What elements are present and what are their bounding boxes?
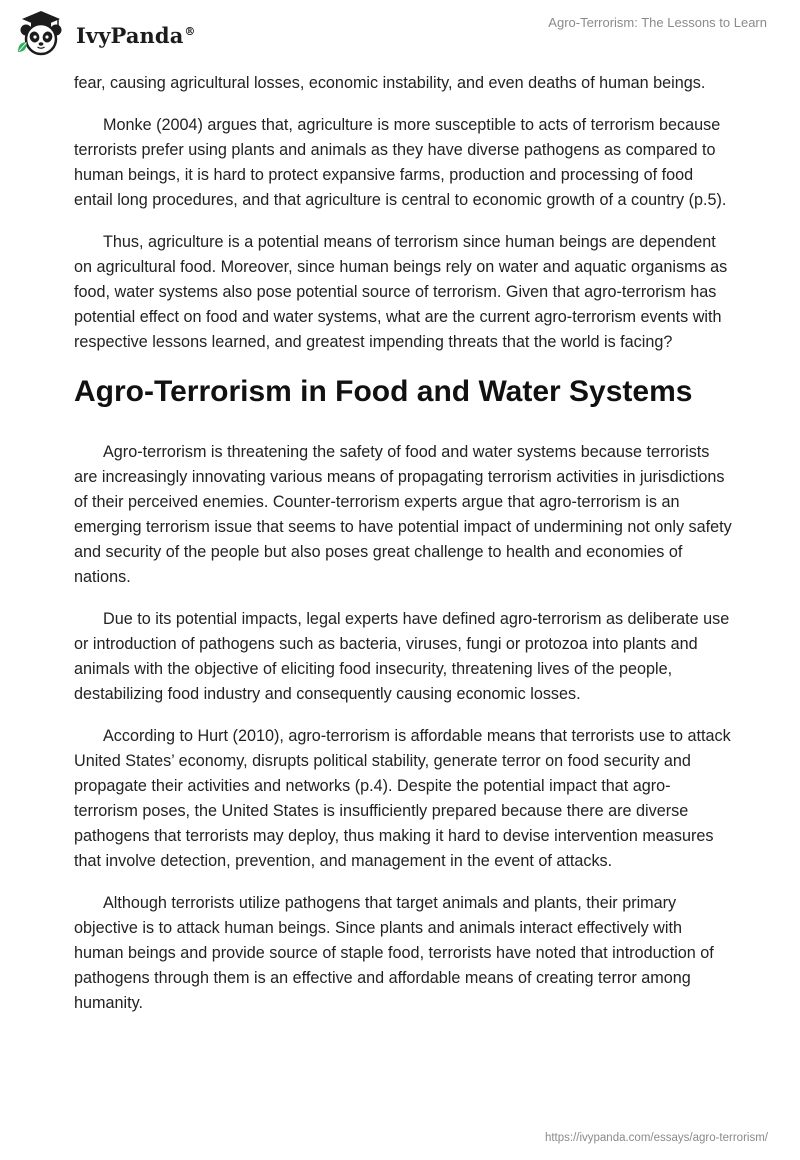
brand-logo[interactable] — [14, 8, 196, 60]
document-title: Agro-Terrorism: The Lessons to Learn — [548, 15, 767, 30]
source-url[interactable]: https://ivypanda.com/essays/agro-terrorism/ — [544, 1132, 768, 1144]
paragraph-hurt: According to Hurt (2010), agro-terrorism is affordable means that terrorists use to attack United States’ economy, disrupts political stability, generate terror on food security and propagate their activities and networks (p.4). Despite the potential impact that agro-terrorism poses, the United States is insufficiently prepared because there are diverse pathogens that terrorists may deploy, thus making it hard to devise intervention measures that involve detection, prevention, and management in the event of attacks. — [74, 727, 731, 870]
paragraph-thus: Thus, agriculture is a potential means of terrorism since human beings are dependent on agricultural food. Moreover, since human beings rely on water and aquatic organisms as food, water systems also pose potential source of terrorism. Given that agro-terrorism has potential effect on food and water systems, what are the current agro-terrorism events with respective lessons learned, and greatest impending threats that the world is facing? — [74, 233, 728, 351]
registered-mark: ® — [184, 24, 196, 38]
paragraph-objective: Although terrorists utilize pathogens that target animals and plants, their primary objective is to attack human beings. Since plants and animals interact effectively with human beings and provide source of staple food, terrorists have noted that introduction of pathogens through them is an effective and affordable means of creating terror among humanity. — [74, 894, 714, 1012]
paragraph-agro-threat: Agro-terrorism is threatening the safety of food and water systems because terrorists are increasingly innovating various means of propagating terrorism activities in jurisdictions of their perceived enemies. Counter-terrorism experts argue that agro-terrorism is an emerging terrorism issue that seems to have potential impact of undermining not only safety and security of the people but also poses great challenge to health and economies of nations. — [74, 443, 732, 586]
brand-name: IvyPanda® — [76, 22, 196, 48]
essay-content — [74, 71, 734, 1033]
paragraph-definition: Due to its potential impacts, legal experts have defined agro-terrorism as deliberate use or introduction of pathogens such as bacteria, viruses, fungi or protozoa into plants and animals with the objective of eliciting food insecurity, threatening lives of the people, destabilizing food industry and consequently causing economic losses. — [74, 610, 730, 703]
paragraph-monke: Monke (2004) argues that, agriculture is more susceptible to acts of terrorism because terrorists prefer using plants and animals as they have diverse pathogens as compared to human beings, it is hard to protect expansive farms, production and processing of food entail long procedures, and that agriculture is central to economic growth of a country (p.5). — [74, 116, 727, 209]
page-header — [0, 0, 800, 70]
panda-logo-icon — [14, 8, 68, 60]
paragraph-continuation: fear, causing agricultural losses, economic instability, and even deaths of human beings. — [74, 74, 706, 92]
section-heading: Agro-Terrorism in Food and Water Systems — [74, 375, 693, 408]
